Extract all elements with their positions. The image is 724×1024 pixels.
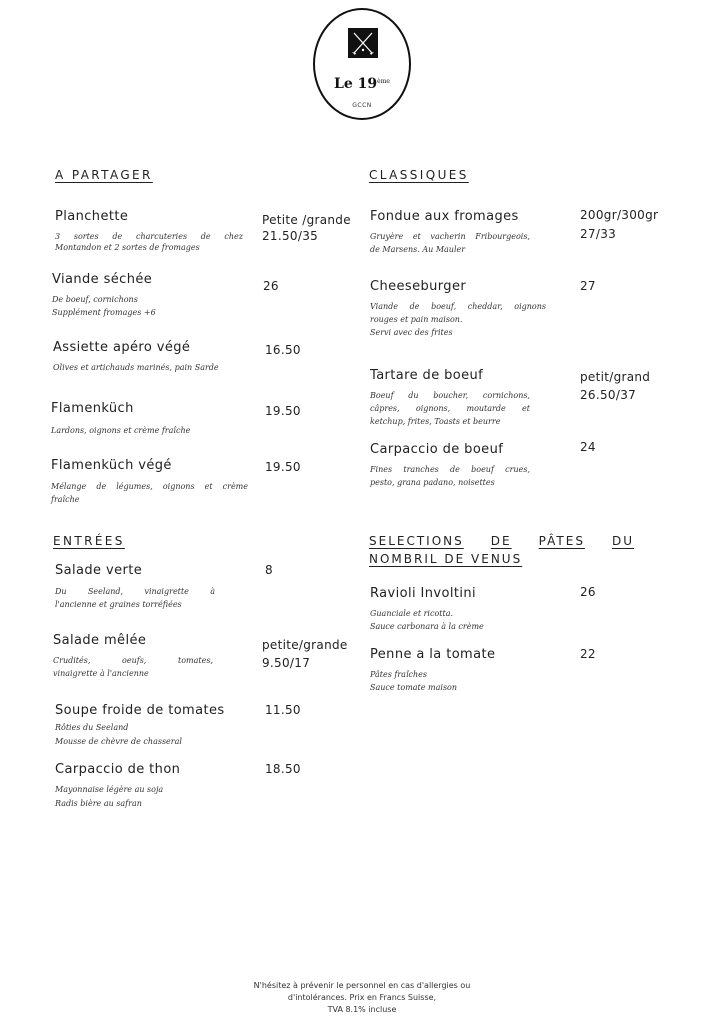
item-description: Guanciale et ricotta. xyxy=(370,609,454,618)
item-description: l'ancienne et graines torréfiées xyxy=(55,600,182,609)
item-description: Fines tranches de boeuf crues, xyxy=(370,465,530,474)
item-price: 24 xyxy=(580,440,596,454)
item-description: câpres, oignons, moutarde et xyxy=(370,404,530,413)
item-description: Du Seeland, vinaigrette à xyxy=(55,587,215,596)
item-description: vinaigrette à l'ancienne xyxy=(53,669,149,678)
item-description: Radis bière au safran xyxy=(55,799,142,808)
item-description: Sauce carbonara à la crème xyxy=(370,622,484,631)
item-name: Viande séchée xyxy=(52,272,153,287)
item-description: Mousse de chèvre de chasseral xyxy=(55,737,182,746)
item-name: Salade verte xyxy=(55,563,143,578)
item-price: petite/grande xyxy=(262,638,348,652)
item-name: Ravioli Involtini xyxy=(370,586,477,601)
item-price: 26.50/37 xyxy=(580,388,637,402)
item-name: Flamenküch xyxy=(51,401,134,416)
item-name: Planchette xyxy=(55,209,129,224)
logo-title: Le 19ème xyxy=(334,76,390,92)
item-description: Mélange de légumes, oignons et crème xyxy=(51,482,248,491)
item-price: 26 xyxy=(263,279,279,293)
item-price: 19.50 xyxy=(265,460,301,474)
item-description: Lardons, oignons et crème fraîche xyxy=(51,426,191,435)
item-description: De boeuf, cornichons xyxy=(52,295,138,304)
item-price: 27/33 xyxy=(580,227,617,241)
item-name: Salade mêlée xyxy=(53,633,147,648)
item-price: 200gr/300gr xyxy=(580,208,659,222)
item-name: Assiette apéro végé xyxy=(53,340,191,355)
item-description: Rôties du Seeland xyxy=(55,723,129,732)
item-description: Pâtes fraîches xyxy=(370,670,427,679)
item-name: Penne a la tomate xyxy=(370,647,496,662)
item-description: de Marsens. Au Mauler xyxy=(370,245,466,254)
section-title-classiques: CLASSIQUES xyxy=(369,168,469,182)
section-title-a-partager: A PARTAGER xyxy=(55,168,153,182)
item-price: 8 xyxy=(265,563,273,577)
item-price: 27 xyxy=(580,279,596,293)
crossed-golf-clubs-icon xyxy=(348,28,378,58)
item-price: 22 xyxy=(580,647,596,661)
section-title-entrees: ENTRÉES xyxy=(53,534,125,548)
item-name: Fondue aux fromages xyxy=(370,209,519,224)
item-description: Crudités, oeufs, tomates, xyxy=(53,656,213,665)
item-description: Montandon et 2 sortes de fromages xyxy=(55,243,200,252)
item-price: petit/grand xyxy=(580,370,651,384)
item-price: 21.50/35 xyxy=(262,229,319,243)
item-description: Viande de boeuf, cheddar, oignons xyxy=(370,302,546,311)
footer-note: N'hésitez à prévenir le personnel en cas d'allergies ou d'intolérances. Prix en Francs Suisse, TVA 8.1% incluse xyxy=(253,981,471,1014)
item-name: Carpaccio de boeuf xyxy=(370,442,504,457)
item-price: 26 xyxy=(580,585,596,599)
section-title-pates: SELECTIONS DE PÂTES DU NOMBRIL DE VENUS xyxy=(369,534,634,566)
item-description: 3 sortes de charcuteries de chez xyxy=(55,232,243,241)
item-description: Mayonnaise légère au soja xyxy=(55,785,164,794)
item-description: Gruyère et vacherin Fribourgeois, xyxy=(370,232,530,241)
item-price: 16.50 xyxy=(265,343,301,357)
item-price: 9.50/17 xyxy=(262,656,311,670)
item-name: Soupe froide de tomates xyxy=(55,703,225,718)
item-name: Flamenküch végé xyxy=(51,458,172,473)
item-description: Sauce tomate maison xyxy=(370,683,458,692)
item-description: Supplément fromages +6 xyxy=(52,308,156,317)
item-price: Petite /grande xyxy=(262,213,351,227)
item-name: Carpaccio de thon xyxy=(55,762,181,777)
item-description: rouges et pain maison. xyxy=(370,315,463,324)
item-price: 18.50 xyxy=(265,762,301,776)
item-name: Cheeseburger xyxy=(370,279,467,294)
item-price: 19.50 xyxy=(265,404,301,418)
restaurant-logo xyxy=(313,8,411,120)
item-price: 11.50 xyxy=(265,703,301,717)
item-description: fraîche xyxy=(51,495,80,504)
item-name: Tartare de boeuf xyxy=(370,368,484,383)
item-description: Boeuf du boucher, cornichons, xyxy=(370,391,530,400)
logo-subtitle: GCCN xyxy=(352,102,372,109)
item-description: Servi avec des frites xyxy=(370,328,453,337)
item-description: Olives et artichauds marinés, pain Sarde xyxy=(53,363,219,372)
item-description: ketchup, frites, Toasts et beurre xyxy=(370,417,501,426)
item-description: pesto, grana padano, noisettes xyxy=(370,478,495,487)
